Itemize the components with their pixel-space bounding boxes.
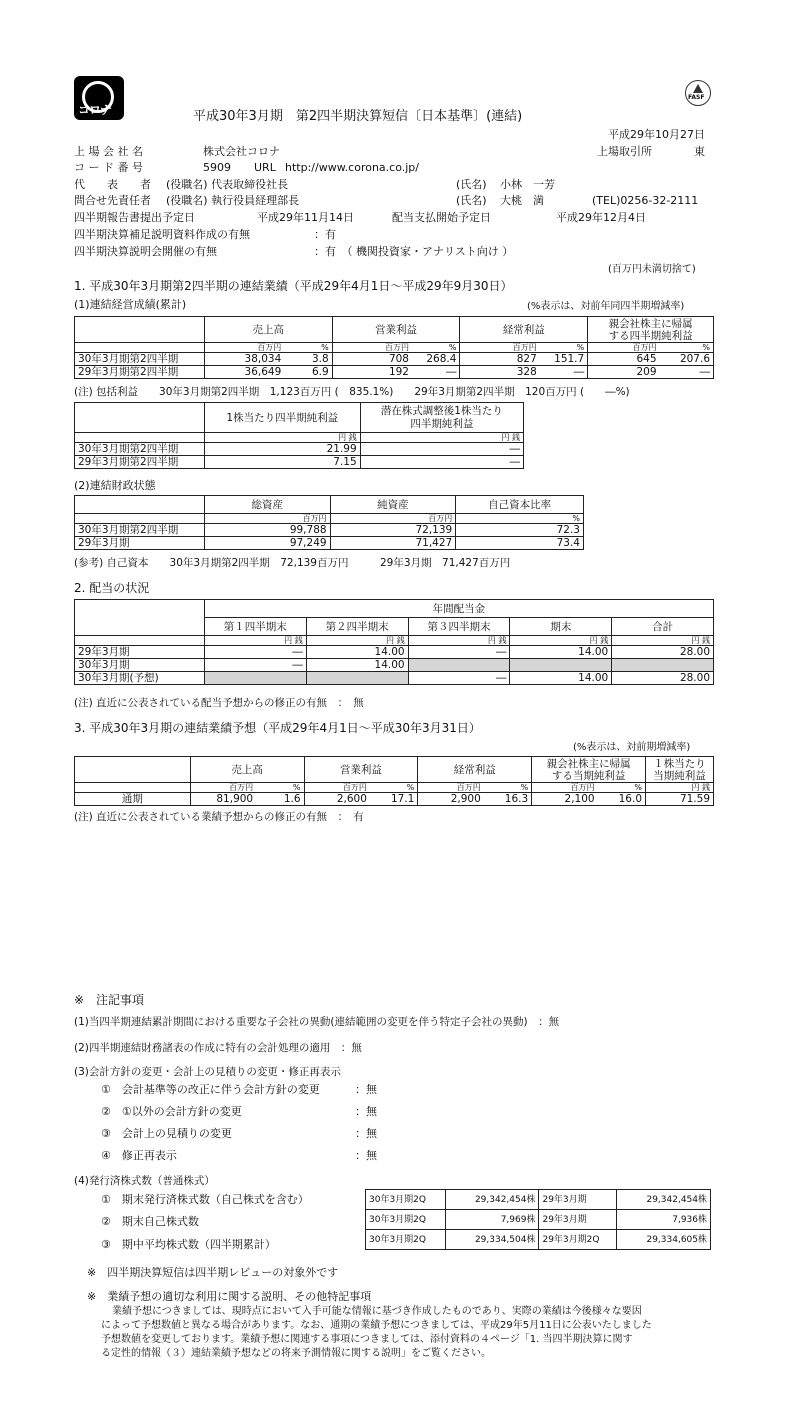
cell-diluted-eps: ―	[360, 443, 523, 456]
note-3-item-label: ③ 会計上の見積りの変更	[101, 1127, 232, 1140]
header-blank	[75, 496, 205, 514]
sec3-pct-note: (%表示は、対前期増減率)	[573, 742, 691, 753]
comprehensive-income-note: (注) 包括利益 30年3月期第2四半期 1,123百万円 ( 835.1%) 29年3月期第2四半期 120百万円 ( ―%)	[74, 386, 630, 398]
cell-period: 29年3月期	[539, 1190, 617, 1210]
cell-eps: 71.59	[646, 793, 714, 806]
header-net-assets: 純資産	[330, 496, 456, 514]
cell-eps: 7.15	[204, 456, 360, 469]
dividend-table	[74, 599, 714, 685]
header-annual-dividend: 年間配当金	[204, 600, 713, 618]
note-1: (1)当四半期連結累計期間における重要な子会社の異動(連結範囲の変更を伴う特定子会社の異動) ：無	[74, 1016, 560, 1028]
cell-q2: 14.00	[306, 659, 408, 672]
table-row	[75, 443, 524, 456]
unit-blank	[75, 433, 205, 443]
fasf-mark-text: FASF	[688, 94, 705, 101]
header-year-end: 期末	[510, 618, 612, 636]
cell-ord: 827	[460, 353, 540, 366]
note-3: (3)会計方針の変更・会計上の見積りの変更・修正再表示	[74, 1066, 341, 1078]
rep-name-label: (氏名)	[456, 178, 487, 191]
table-row	[75, 353, 714, 366]
cell-period: 29年3月期	[539, 1210, 617, 1230]
header-total-assets: 総資産	[204, 496, 330, 514]
note-3-item-label: ④ 修正再表示	[101, 1149, 177, 1162]
cell-op-pct: ―	[412, 366, 460, 379]
table-row	[366, 1210, 711, 1230]
header-sales: 売上高	[204, 317, 332, 343]
note-3-item-value: ：無	[355, 1083, 377, 1096]
table-row	[75, 366, 714, 379]
header-q1: 第１四半期末	[204, 618, 306, 636]
header-operating-profit: 営業利益	[304, 757, 418, 783]
header-blank	[75, 757, 191, 783]
forecast-table	[74, 756, 714, 806]
unit-blank	[75, 783, 191, 793]
cell-q1	[204, 672, 306, 685]
cell-q2: 14.00	[306, 646, 408, 659]
cell-q3: ―	[408, 672, 510, 685]
supp-value: ：有	[314, 228, 336, 241]
cell-net-assets: 72,139	[330, 524, 456, 537]
cell-net: 209	[588, 366, 660, 379]
header-eps: １株当たり 当期純利益	[646, 757, 714, 783]
unit-yen: 円 銭	[204, 433, 360, 443]
header-ordinary-profit: 経常利益	[418, 757, 532, 783]
sec1-sub2: (2)連結財政状態	[74, 479, 156, 492]
unit-yen: 円 銭	[612, 636, 714, 646]
note-3-item-label: ② ①以外の会計方針の変更	[101, 1105, 242, 1118]
cell-ord: 328	[460, 366, 540, 379]
cell-q1: ―	[204, 659, 306, 672]
note-3-item-value: ：無	[355, 1127, 377, 1140]
row-label: 29年3月期	[75, 646, 205, 659]
header-diluted-eps: 潜在株式調整後1株当たり 四半期純利益	[360, 403, 523, 433]
dividend-start-label: 配当支払開始予定日	[392, 211, 491, 224]
row-label: 30年3月期	[75, 659, 205, 672]
unit-percent: %	[256, 783, 304, 793]
cell-q3	[408, 659, 510, 672]
unit-million: 百万円	[532, 783, 598, 793]
header-q3: 第３四半期末	[408, 618, 510, 636]
header-ordinary-profit: 経常利益	[460, 317, 588, 343]
report-date: 平成29年10月27日	[608, 128, 705, 141]
note-3-item-label: ① 会計基準等の改正に伴う会計方針の変更	[101, 1083, 320, 1096]
header-blank	[75, 600, 205, 636]
dividend-note: (注) 直近に公表されている配当予想からの修正の有無 ： 無	[74, 697, 364, 709]
report-submit-date: 平成29年11月14日	[257, 211, 354, 224]
unit-percent: %	[598, 783, 646, 793]
cell-sales: 36,649	[204, 366, 284, 379]
rep-label: 代 表 者	[74, 178, 151, 191]
table-row	[75, 793, 714, 806]
code-value: 5909	[203, 161, 231, 174]
row-label: 29年3月期第2四半期	[75, 456, 205, 469]
table-row	[75, 659, 714, 672]
shares-label: ② 期末自己株式数	[101, 1215, 199, 1228]
cell-sales-pct: 3.8	[284, 353, 332, 366]
cell-total-assets: 97,249	[204, 537, 330, 550]
cell-q2	[306, 672, 408, 685]
financial-position-table	[74, 495, 584, 550]
cell-net-pct: ―	[660, 366, 714, 379]
unit-percent: %	[284, 343, 332, 353]
cell-sales: 38,034	[204, 353, 284, 366]
shares-label: ③ 期中平均株式数（四半期累計）	[101, 1238, 276, 1251]
cell-total: 28.00	[612, 672, 714, 685]
cell-shares: 29,334,504株	[445, 1230, 539, 1250]
code-label: コ ー ド 番 号	[74, 161, 143, 174]
header-operating-profit: 営業利益	[332, 317, 460, 343]
cell-equity-ratio: 73.4	[456, 537, 584, 550]
cell-shares: 29,334,605株	[617, 1230, 711, 1250]
unit-blank	[75, 343, 205, 353]
table-row	[366, 1230, 711, 1250]
table-row	[75, 537, 584, 550]
unit-million: 百万円	[304, 783, 370, 793]
row-label: 30年3月期第2四半期	[75, 524, 205, 537]
unit-percent: %	[660, 343, 714, 353]
cell-total: 28.00	[612, 646, 714, 659]
page-title: 平成30年3月期 第2四半期決算短信〔日本基準〕(連結)	[193, 109, 523, 124]
row-label: 29年3月期	[75, 537, 205, 550]
review-note: ※ 四半期決算短信は四半期レビューの対象外です	[87, 1266, 339, 1279]
table-row	[75, 672, 714, 685]
sec3-title: 3. 平成30年3月期の連結業績予想（平成29年4月1日～平成30年3月31日）	[74, 721, 481, 735]
unit-yen: 円 銭	[646, 783, 714, 793]
unit-yen: 円 銭	[204, 636, 306, 646]
unit-million: 百万円	[190, 783, 256, 793]
cell-ord-pct: ―	[540, 366, 588, 379]
sec2-title: 2. 配当の状況	[74, 581, 150, 595]
unit-percent: %	[412, 343, 460, 353]
unit-yen: 円 銭	[360, 433, 523, 443]
row-label: 30年3月期(予想)	[75, 672, 205, 685]
cell-net: 645	[588, 353, 660, 366]
cell-op: 2,600	[304, 793, 370, 806]
cell-op-pct: 268.4	[412, 353, 460, 366]
row-label: 30年3月期第2四半期	[75, 443, 205, 456]
cell-shares: 7,936株	[617, 1210, 711, 1230]
cell-shares: 29,342,454株	[445, 1190, 539, 1210]
report-submit-label: 四半期報告書提出予定日	[74, 211, 195, 224]
unit-million: 百万円	[460, 343, 540, 353]
unit-million: 百万円	[332, 343, 412, 353]
cell-total	[612, 659, 714, 672]
header-blank	[75, 403, 205, 433]
sec1-pct-note: (%表示は、対前年同四半期増減率)	[527, 301, 685, 312]
unit-million: 百万円	[330, 514, 456, 524]
header-equity-ratio: 自己資本比率	[456, 496, 584, 514]
logo-text: コロナ	[78, 103, 112, 117]
brief-label: 四半期決算説明会開催の有無	[74, 245, 217, 258]
cell-ord: 2,900	[418, 793, 484, 806]
cell-net: 2,100	[532, 793, 598, 806]
unit-million: 百万円	[204, 343, 284, 353]
contact-tel: (TEL)0256-32-2111	[592, 194, 699, 207]
caution-line: 業績予想につきましては、現時点において入手可能な情報に基づき作成したものであり、実際の業績は今後様々な要因	[112, 1306, 642, 1317]
cell-year-end	[510, 659, 612, 672]
caution-line: によって予想数値と異なる場合があります。なお、通期の業績予想につきましては、平成29年5月11日に公表いたしました	[101, 1320, 652, 1331]
caution-title: ※ 業績予想の適切な利用に関する説明、その他特記事項	[87, 1290, 372, 1303]
unit-yen: 円 銭	[408, 636, 510, 646]
cell-eps: 21.99	[204, 443, 360, 456]
cell-net-pct: 207.6	[660, 353, 714, 366]
cell-year-end: 14.00	[510, 646, 612, 659]
brief-value: ：有 （ 機関投資家・アナリスト向け ）	[314, 245, 514, 258]
contact-role: (役職名) 執行役員経理部長	[166, 194, 300, 207]
notes-title: ※ 注記事項	[74, 993, 145, 1007]
header-total: 合計	[612, 618, 714, 636]
operating-results-table	[74, 316, 714, 379]
cell-period: 29年3月期2Q	[539, 1230, 617, 1250]
cell-net-pct: 16.0	[598, 793, 646, 806]
table-row	[366, 1190, 711, 1210]
url-label: URL	[254, 161, 276, 174]
cell-total-assets: 99,788	[204, 524, 330, 537]
exchange-label: 上場取引所	[597, 145, 652, 158]
cell-sales: 81,900	[190, 793, 256, 806]
note-3-item-value: ：無	[355, 1149, 377, 1162]
header-sales: 売上高	[190, 757, 304, 783]
cell-sales-pct: 6.9	[284, 366, 332, 379]
cell-op: 708	[332, 353, 412, 366]
cell-ord-pct: 151.7	[540, 353, 588, 366]
rep-name: 小林 一芳	[500, 178, 555, 191]
contact-name: 大桃 満	[500, 194, 544, 207]
cell-op-pct: 17.1	[370, 793, 418, 806]
cell-shares: 29,342,454株	[617, 1190, 711, 1210]
cell-period: 30年3月期2Q	[366, 1210, 446, 1230]
note-2: (2)四半期連結財務諸表の作成に特有の会計処理の適用 ：無	[74, 1042, 362, 1054]
contact-name-label: (氏名)	[456, 194, 487, 207]
unit-blank	[75, 514, 205, 524]
fasf-triangle-icon	[693, 84, 703, 93]
shares-label: ① 期末発行済株式数（自己株式を含む）	[101, 1193, 309, 1206]
caution-line: る定性的情報（３）連結業績予想などの将来予測情報に関する説明」をご覧ください。	[101, 1348, 491, 1359]
unit-percent: %	[370, 783, 418, 793]
sec1-title: 1. 平成30年3月期第2四半期の連結業績（平成29年4月1日～平成29年9月30日）	[74, 279, 513, 293]
listed-label: 上 場 会 社 名	[74, 145, 143, 158]
unit-note: (百万円未満切捨て)	[608, 264, 696, 275]
unit-yen: 円 銭	[510, 636, 612, 646]
supp-label: 四半期決算補足説明資料作成の有無	[74, 228, 250, 241]
url-value[interactable]: http://www.corona.co.jp/	[285, 161, 419, 174]
header-blank	[75, 317, 205, 343]
cell-diluted-eps: ―	[360, 456, 523, 469]
listed-value: 株式会社コロナ	[203, 145, 280, 158]
cell-net-assets: 71,427	[330, 537, 456, 550]
note-3-item-value: ：無	[355, 1105, 377, 1118]
cell-q1: ―	[204, 646, 306, 659]
exchange-value: 東	[694, 145, 705, 158]
unit-percent: %	[456, 514, 584, 524]
sec1-sub1: (1)連結経営成績(累計)	[74, 298, 187, 311]
cell-period: 30年3月期2Q	[366, 1190, 446, 1210]
fasf-mark-icon	[685, 80, 711, 106]
row-label: 30年3月期第2四半期	[75, 353, 205, 366]
unit-blank	[75, 636, 205, 646]
eps-table	[74, 402, 524, 469]
shares-table	[365, 1189, 711, 1250]
cell-year-end: 14.00	[510, 672, 612, 685]
unit-million: 百万円	[588, 343, 660, 353]
unit-million: 百万円	[418, 783, 484, 793]
table-row	[75, 646, 714, 659]
dividend-start-date: 平成29年12月4日	[556, 211, 646, 224]
rep-role: (役職名) 代表取締役社長	[166, 178, 289, 191]
cell-shares: 7,969株	[445, 1210, 539, 1230]
cell-sales-pct: 1.6	[256, 793, 304, 806]
note-4: (4)発行済株式数（普通株式）	[74, 1175, 215, 1187]
contact-label: 問合せ先責任者	[74, 194, 151, 207]
table-row	[75, 456, 524, 469]
cell-period: 30年3月期2Q	[366, 1230, 446, 1250]
header-eps: 1株当たり四半期純利益	[204, 403, 360, 433]
forecast-note: (注) 直近に公表されている業績予想からの修正の有無 ： 有	[74, 811, 364, 823]
caution-line: 予想数値を変更しております。業績予想に関連する事項につきましては、添付資料の４ページ「1. 当四半期決算に関す	[101, 1334, 633, 1345]
header-q2: 第２四半期末	[306, 618, 408, 636]
header-net-income: 親会社株主に帰属 する当期純利益	[532, 757, 646, 783]
unit-yen: 円 銭	[306, 636, 408, 646]
unit-million: 百万円	[204, 514, 330, 524]
cell-equity-ratio: 72.3	[456, 524, 584, 537]
company-logo	[74, 76, 124, 120]
cell-q3: ―	[408, 646, 510, 659]
cell-op: 192	[332, 366, 412, 379]
equity-note: (参考) 自己資本 30年3月期第2四半期 72,139百万円 29年3月期 71,427百万円	[74, 557, 511, 569]
row-label: 29年3月期第2四半期	[75, 366, 205, 379]
row-label: 通期	[75, 793, 191, 806]
cell-ord-pct: 16.3	[484, 793, 532, 806]
unit-percent: %	[484, 783, 532, 793]
header-net-income: 親会社株主に帰属 する四半期純利益	[588, 317, 714, 343]
table-row	[75, 524, 584, 537]
unit-percent: %	[540, 343, 588, 353]
